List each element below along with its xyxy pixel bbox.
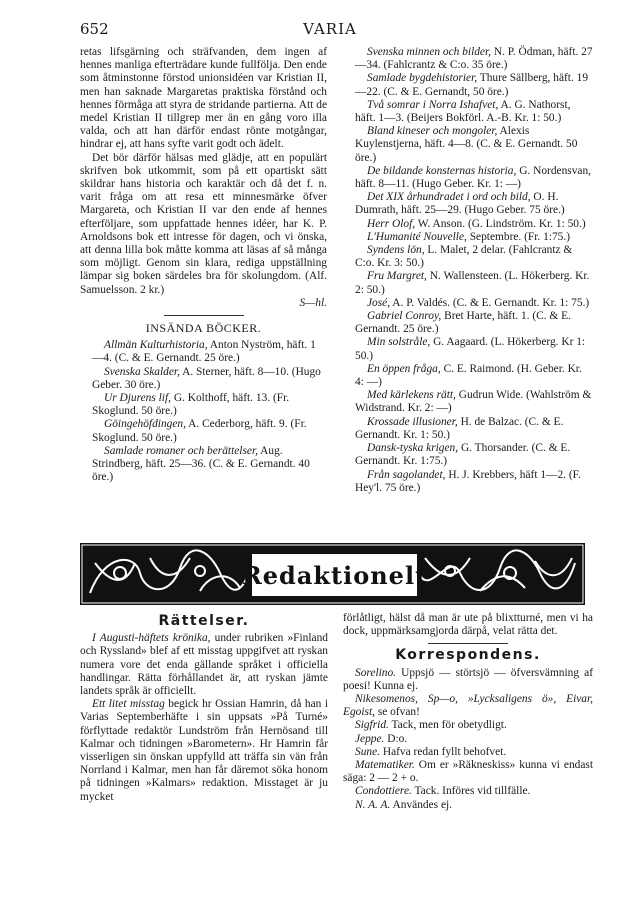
book-title: Samlade romaner och berättelser, bbox=[104, 444, 258, 457]
book-entry bbox=[343, 191, 593, 217]
section-heading-insanda-bocker: INSÄNDA BÖCKER. bbox=[145, 321, 262, 336]
book-details: G. Thorsander. (C. & E. Gernandt. Kr. 1:75.) bbox=[355, 442, 571, 468]
banner-title: Redaktionelt bbox=[241, 560, 428, 590]
book-entry bbox=[343, 416, 593, 442]
book-entry bbox=[343, 442, 593, 468]
correspondence-reply: Om er »Räkneskiss» kunna vi endast säga: 2 — 2 + o. bbox=[343, 759, 593, 785]
paragraph-body: under rubriken »Finland och Ryssland» blef af ett misstag uppgifvet att ryskan numera vore det enda gällande språket i officiella handlingar. Rätta förhållandet är, att ryskan jämte landets språk är officiellt. bbox=[80, 632, 328, 698]
book-details: G. Kolthoff, häft. 13. (Fr. Skoglund. 50 öre.) bbox=[92, 392, 290, 418]
book-entry bbox=[80, 366, 327, 392]
book-title: Dansk-tyska krigen, bbox=[367, 442, 459, 455]
book-entry bbox=[80, 339, 327, 365]
book-entry bbox=[343, 46, 593, 72]
paragraph: retas lifsgärning och sträfvanden, dem ingen af hennes manliga efterträdare kunde fullfölja. Den ende som åtminstonne förstod unionsidéen var Kristian II, men han saknade Margaretas praktiska förstånd och hennes förmåga att styra de stridande partierna. Att de medel Kristian II tillgrep mer än en gång voro illa valda, och att han därför endast rönte motgångar, hindrar ej, att hans syfte varit godt och ädelt. bbox=[80, 46, 327, 151]
book-details: A. G. Nathorst, häft. 1—3. (Beijers Bokförl. A.-B. Kr. 1: 50.) bbox=[355, 98, 571, 125]
book-details: Septembre. (Fr. 1:75.) bbox=[466, 230, 571, 243]
correspondence-reply: Användes ej. bbox=[390, 798, 453, 811]
book-title: Från sagolandet, bbox=[367, 468, 446, 481]
divider bbox=[164, 315, 244, 316]
book-title: Svenska Skalder, bbox=[104, 365, 180, 378]
book-details: N. P. Ödman, häft. 27—34. (Fahlcrantz & C:o. 35 öre.) bbox=[355, 46, 593, 72]
correspondent-name: Sune. bbox=[355, 745, 380, 758]
correspondence-reply: se ofvan! bbox=[374, 706, 420, 719]
book-title: Gabriel Conroy, bbox=[367, 310, 442, 323]
book-entry bbox=[343, 363, 593, 389]
korrespondens-column bbox=[343, 612, 593, 812]
book-details: Alexis Kuylenstjerna, häft. 4—8. (C. & E. Gernandt. 50 öre.) bbox=[355, 125, 578, 164]
rattelser-column bbox=[80, 612, 328, 804]
book-title: José, bbox=[367, 296, 391, 309]
book-title: L'Humanité Nouvelle, bbox=[367, 230, 467, 243]
book-details: W. Anson. (G. Lindström. Kr. 1: 50.) bbox=[415, 217, 586, 230]
book-title: Det XIX århundradet i ord och bild, bbox=[367, 191, 531, 204]
book-entry bbox=[343, 99, 593, 125]
paragraph: Det bör därför hälsas med glädje, att en populärt skrifven bok utkommit, som på ett opartiskt sätt skildrar hans historia och karaktär och då det f. n. varit fråga om att resa ett minnesmärke öfver Margareta, och Kristian II var den ende af hennes efterföljare, som uppfattade hennes idéer, har K. P. Arnoldsons bok ett intresse för dagen, och vi önska, att denna lilla bok måtte komma att läsas af så många som möjligt. Genom sin klara, rediga uppställning lämpar sig boken särdeles bra för skolungdom. (Alf. Samuelsson. 2 kr.) bbox=[80, 151, 327, 296]
correspondent-name: Jeppe. bbox=[355, 732, 385, 745]
redaktionelt-banner bbox=[80, 543, 585, 605]
correspondence-item bbox=[343, 693, 593, 719]
book-details: A. P. Valdés. (C. & E. Gernandt. Kr. 1: 75.) bbox=[390, 296, 590, 309]
correspondence-reply: Hafva redan fyllt behofvet. bbox=[380, 745, 507, 758]
correspondent-name: Sorelino. bbox=[355, 666, 397, 679]
book-details: Thure Sällberg, häft. 19—22. (C. & E. Gernandt, 50 öre.) bbox=[355, 72, 589, 98]
book-title: Ur Djurens lif, bbox=[104, 392, 171, 405]
book-title: Bland kineser och mongoler, bbox=[367, 125, 498, 138]
book-title: Min solstråle, bbox=[367, 336, 431, 349]
correspondence-item bbox=[343, 719, 593, 732]
correspondence-reply: Tack, men för obetydligt. bbox=[388, 719, 507, 732]
book-details: A. Sterner, häft. 8—10. (Hugo Geber. 30 öre.) bbox=[92, 365, 321, 391]
book-entry bbox=[343, 336, 593, 362]
book-title: Samlade bygdehistorier, bbox=[367, 72, 478, 85]
book-entry bbox=[343, 125, 593, 165]
divider bbox=[428, 643, 508, 644]
book-entry bbox=[343, 389, 593, 415]
paragraph-body: begick hr Ossian Hamrin, då han i Varias Septemberhäfte i sin uppsats »På Turné» förflyttade redaktör Lundström från Hernösand till Kalmar och tidningen »Barometern». Hr Hamrin får visserligen sin önskan uppfylld att träffa sin vän från Norrland i Kalmar, men han får däremot söka honom på tidningen »Kalmars» redaktion. Misstaget är ju mycket bbox=[80, 698, 329, 803]
book-entry bbox=[343, 231, 593, 244]
correspondence-item bbox=[343, 799, 593, 812]
book-title: Göingehöfdingen, bbox=[104, 418, 186, 431]
correspondence-item bbox=[343, 667, 593, 693]
book-details: N. Wallensteen. (L. Hökerberg. Kr. 2: 50.) bbox=[355, 270, 590, 296]
banner-label-box bbox=[241, 552, 428, 598]
book-entry bbox=[80, 392, 327, 418]
left-column bbox=[80, 46, 327, 485]
book-details: H. de Balzac. (C. & E. Gernandt. Kr. 1: 50.) bbox=[355, 415, 564, 441]
book-details: H. J. Krebbers, häft 1—2. (F. Hey'l. 75 öre.) bbox=[355, 468, 581, 494]
correspondence-reply: Tack. Införes vid tillfälle. bbox=[411, 785, 531, 798]
correspondent-name: Nikesomenos, Sp—o, »Lycksaligens ö», Eivar, Egoist, bbox=[343, 693, 593, 719]
paragraph bbox=[80, 632, 328, 698]
right-column bbox=[343, 46, 593, 495]
paragraph-lead: I Augusti-häftets krönika, bbox=[92, 632, 211, 645]
book-title: Fru Margret, bbox=[367, 270, 427, 283]
book-entry bbox=[343, 165, 593, 191]
paragraph-lead: Ett litet misstag bbox=[92, 698, 165, 711]
book-entry bbox=[343, 244, 593, 270]
book-details: Bret Harte, häft. 1. (C. & E. Gernandt. 25 öre.) bbox=[355, 310, 571, 336]
book-title: Allmän Kulturhistoria, bbox=[104, 339, 208, 352]
paragraph bbox=[80, 698, 328, 804]
book-details: A. Cederborg, häft. 9. (Fr. Skoglund. 50 öre.) bbox=[92, 418, 307, 444]
correspondence-item bbox=[343, 785, 593, 798]
book-entry bbox=[343, 310, 593, 336]
book-title: De bildande konsternas historia, bbox=[367, 164, 517, 177]
book-details: O. H. Dumrath, häft. 25—29. (Hugo Geber. 75 öre.) bbox=[355, 191, 565, 217]
correspondence-reply: Uppsjö — störtsjö — öfversvämning af poesi! Kunna ej. bbox=[343, 666, 593, 692]
rattelser-heading: Rättelser. bbox=[158, 613, 250, 629]
book-title: Herr Olof, bbox=[367, 217, 416, 230]
book-entry bbox=[343, 218, 593, 231]
correspondent-name: N. A. A. bbox=[355, 798, 391, 811]
book-entry bbox=[80, 418, 327, 444]
korrespondens-heading: Korrespondens. bbox=[395, 647, 541, 664]
book-title: En öppen fråga, bbox=[367, 362, 441, 375]
book-details: G. Nordensvan, häft. 8—11. (Hugo Geber. Kr. 1: —) bbox=[355, 164, 592, 191]
correspondent-name: Condottiere. bbox=[355, 785, 412, 798]
correspondence-item bbox=[343, 759, 593, 785]
book-details: Anton Nyström, häft. 1—4. (C. & E. Gernandt. 25 öre.) bbox=[92, 339, 316, 365]
correspondence-item bbox=[343, 733, 593, 746]
page-header bbox=[80, 20, 580, 42]
book-details: Gudrun Wide. (Wahlström & Widstrand. Kr. 2: —) bbox=[355, 389, 592, 415]
book-title: Svenska minnen och bilder, bbox=[367, 46, 492, 58]
page-number: 652 bbox=[80, 20, 109, 38]
correspondent-name: Sigfrid. bbox=[355, 719, 389, 732]
running-title: VARIA bbox=[303, 20, 357, 38]
book-title: Syndens lön, bbox=[367, 244, 425, 257]
book-entry bbox=[343, 469, 593, 495]
signature: S—hl. bbox=[299, 296, 327, 309]
book-entry bbox=[343, 270, 593, 296]
book-details: G. Aagaard. (L. Hökerberg. Kr 1: 50.) bbox=[355, 336, 586, 362]
book-title: Krossade illusioner, bbox=[367, 415, 458, 428]
book-details: Aug. Strindberg, häft. 25—36. (C. & E. Gernandt. 40 öre.) bbox=[92, 444, 310, 484]
book-entry bbox=[343, 72, 593, 98]
book-details: L. Malet, 2 delar. (Fahlcrantz & C:o. Kr. 3: 50.) bbox=[355, 244, 573, 270]
book-entry bbox=[343, 297, 593, 310]
book-title: Två somrar i Norra Ishafvet, bbox=[367, 98, 499, 111]
correspondence-reply: D:o. bbox=[384, 732, 408, 745]
book-details: C. E. Raimond. (H. Geber. Kr. 4: —) bbox=[355, 362, 582, 389]
paragraph: förlåtligt, hälst då man är ute på blixtturné, men vi ha dock, uppmärksamgjorda därpå, velat rätta det. bbox=[343, 612, 593, 638]
book-entry bbox=[80, 445, 327, 485]
correspondence-item bbox=[343, 746, 593, 759]
book-title: Med kärlekens rätt, bbox=[367, 389, 456, 402]
correspondent-name: Matematiker. bbox=[355, 759, 415, 772]
